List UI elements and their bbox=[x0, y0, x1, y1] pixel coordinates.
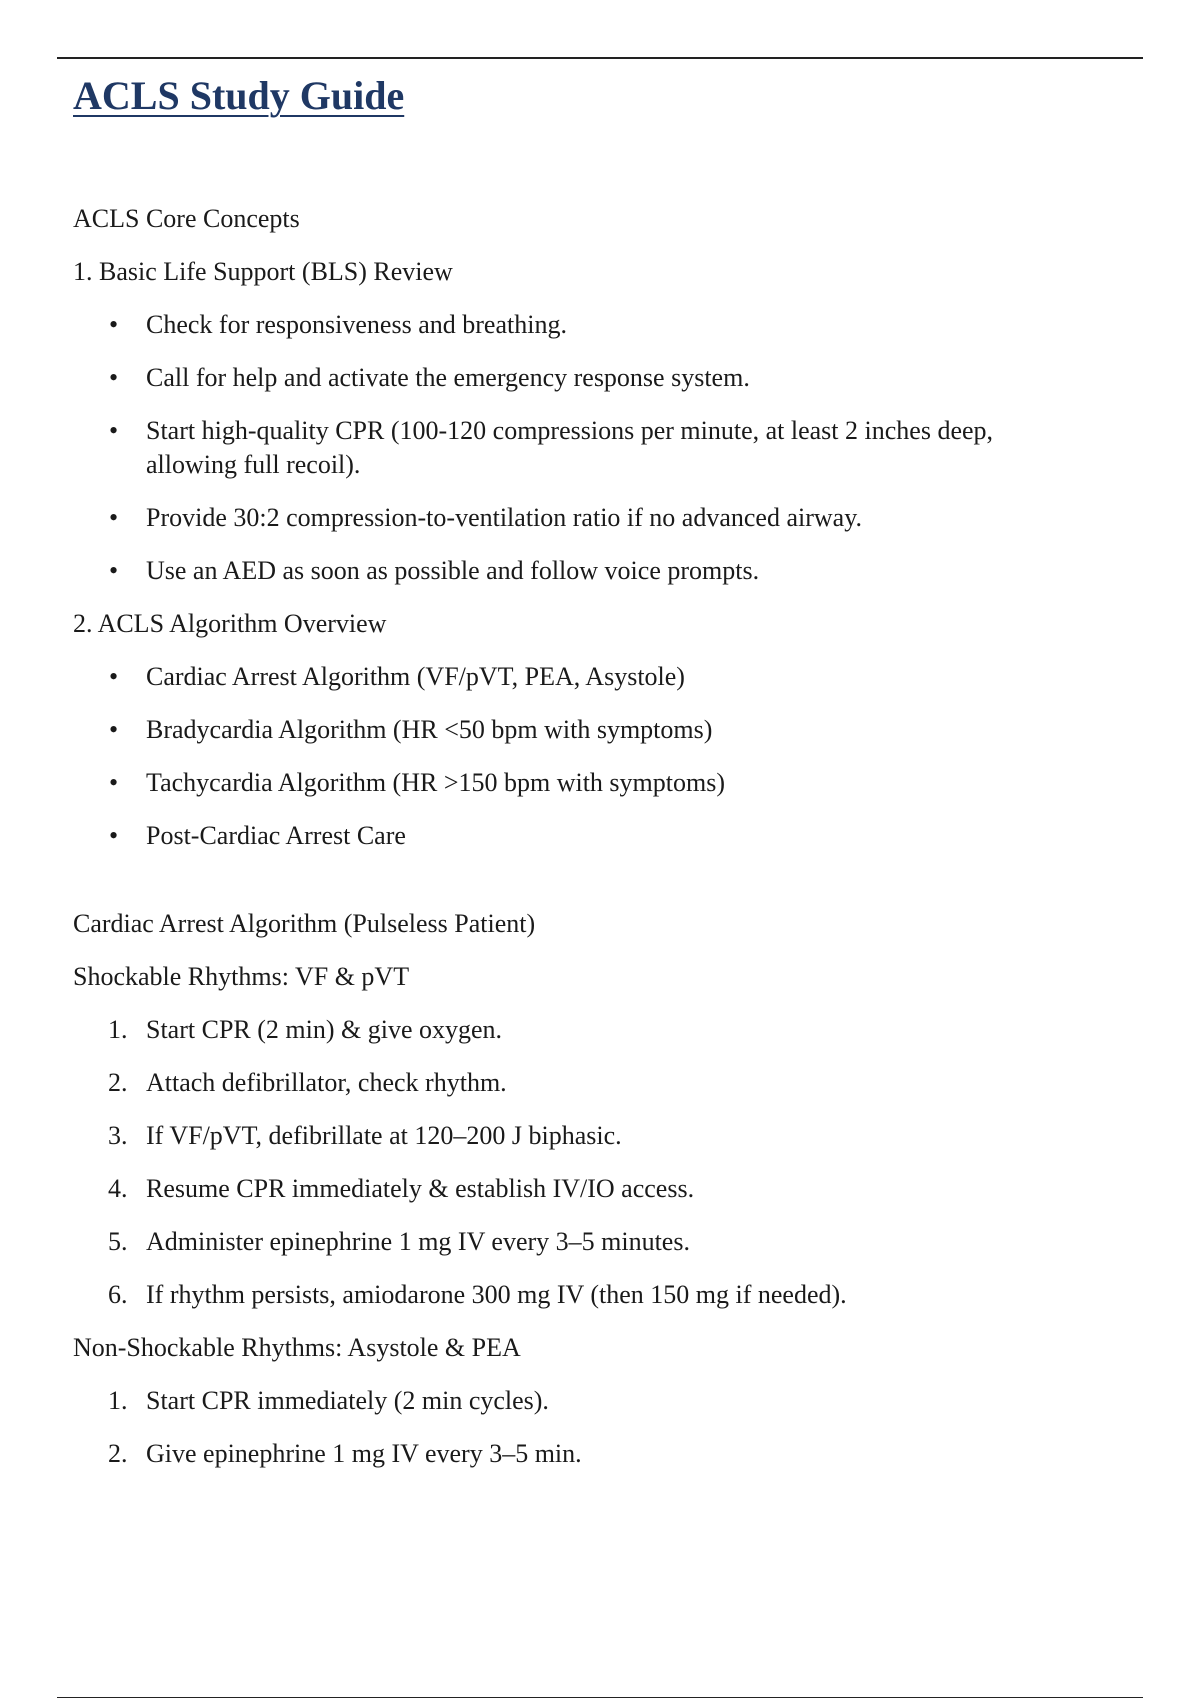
list-item-text: Tachycardia Algorithm (HR >150 bpm with symptoms) bbox=[146, 768, 725, 797]
step-number: 3. bbox=[108, 1121, 128, 1150]
list-item bbox=[73, 1119, 1083, 1153]
spacer bbox=[73, 122, 1083, 202]
document-title: ACLS Study Guide bbox=[73, 73, 405, 118]
list-item bbox=[73, 1225, 1083, 1259]
list-item bbox=[73, 1066, 1083, 1100]
core-concepts-heading: ACLS Core Concepts bbox=[73, 204, 300, 233]
cardiac-arrest-heading: Cardiac Arrest Algorithm (Pulseless Patient) bbox=[73, 909, 536, 938]
bottom-rule bbox=[57, 1697, 1143, 1698]
list-item-text: Start CPR immediately (2 min cycles). bbox=[146, 1386, 549, 1415]
list-item-text: Resume CPR immediately & establish IV/IO access. bbox=[146, 1174, 695, 1203]
step-number: 4. bbox=[108, 1174, 128, 1203]
section-2-heading: 2. ACLS Algorithm Overview bbox=[73, 609, 387, 638]
step-number: 2. bbox=[108, 1439, 128, 1468]
document-body bbox=[73, 70, 1083, 1471]
bullet-marker: • bbox=[109, 416, 119, 445]
list-item-text: Post-Cardiac Arrest Care bbox=[146, 821, 406, 850]
shockable-heading: Shockable Rhythms: VF & pVT bbox=[73, 962, 410, 991]
section-1-heading: 1. Basic Life Support (BLS) Review bbox=[73, 257, 453, 286]
list-item-text: Call for help and activate the emergency response system. bbox=[146, 363, 750, 392]
non-shockable-heading: Non-Shockable Rhythms: Asystole & PEA bbox=[73, 1333, 521, 1362]
list-item-text: Start CPR (2 min) & give oxygen. bbox=[146, 1015, 503, 1044]
bullet-marker: • bbox=[109, 503, 119, 532]
list-item-text: Bradycardia Algorithm (HR <50 bpm with symptoms) bbox=[146, 715, 713, 744]
list-item-text: Start high-quality CPR (100-120 compressions per minute, at least 2 inches deep, allowing full recoil). bbox=[146, 416, 994, 479]
spacer bbox=[73, 853, 1083, 907]
list-item bbox=[73, 766, 1083, 800]
list-item bbox=[73, 554, 1083, 588]
list-item-text: Administer epinephrine 1 mg IV every 3–5 minutes. bbox=[146, 1227, 690, 1256]
step-number: 1. bbox=[108, 1386, 128, 1415]
list-item-text: Attach defibrillator, check rhythm. bbox=[146, 1068, 507, 1097]
list-item-text: Use an AED as soon as possible and follow voice prompts. bbox=[146, 556, 760, 585]
bullet-marker: • bbox=[109, 768, 119, 797]
step-number: 1. bbox=[108, 1015, 128, 1044]
list-item bbox=[73, 1172, 1083, 1206]
algorithm-overview-list bbox=[73, 660, 1083, 853]
list-item bbox=[73, 1437, 1083, 1471]
non-shockable-steps-list bbox=[73, 1384, 1083, 1471]
step-number: 5. bbox=[108, 1227, 128, 1256]
bullet-marker: • bbox=[109, 556, 119, 585]
list-item-text: Cardiac Arrest Algorithm (VF/pVT, PEA, Asystole) bbox=[146, 662, 685, 691]
list-item-text: Check for responsiveness and breathing. bbox=[146, 310, 567, 339]
bullet-marker: • bbox=[109, 662, 119, 691]
list-item bbox=[73, 660, 1083, 694]
list-item bbox=[73, 361, 1083, 395]
list-item bbox=[73, 1013, 1083, 1047]
bullet-marker: • bbox=[109, 363, 119, 392]
bullet-marker: • bbox=[109, 715, 119, 744]
step-number: 6. bbox=[108, 1280, 128, 1309]
list-item-text: If rhythm persists, amiodarone 300 mg IV (then 150 mg if needed). bbox=[146, 1280, 847, 1309]
list-item bbox=[73, 501, 1083, 535]
list-item-text: Give epinephrine 1 mg IV every 3–5 min. bbox=[146, 1439, 582, 1468]
bullet-marker: • bbox=[109, 821, 119, 850]
list-item bbox=[73, 308, 1083, 342]
list-item bbox=[73, 713, 1083, 747]
list-item bbox=[73, 414, 1083, 482]
top-rule bbox=[57, 57, 1143, 59]
bls-review-list bbox=[73, 308, 1083, 588]
list-item bbox=[73, 1278, 1083, 1312]
list-item bbox=[73, 1384, 1083, 1418]
list-item bbox=[73, 819, 1083, 853]
bullet-marker: • bbox=[109, 310, 119, 339]
step-number: 2. bbox=[108, 1068, 128, 1097]
list-item-text: If VF/pVT, defibrillate at 120–200 J biphasic. bbox=[146, 1121, 622, 1150]
list-item-text: Provide 30:2 compression-to-ventilation ratio if no advanced airway. bbox=[146, 503, 863, 532]
shockable-steps-list bbox=[73, 1013, 1083, 1312]
